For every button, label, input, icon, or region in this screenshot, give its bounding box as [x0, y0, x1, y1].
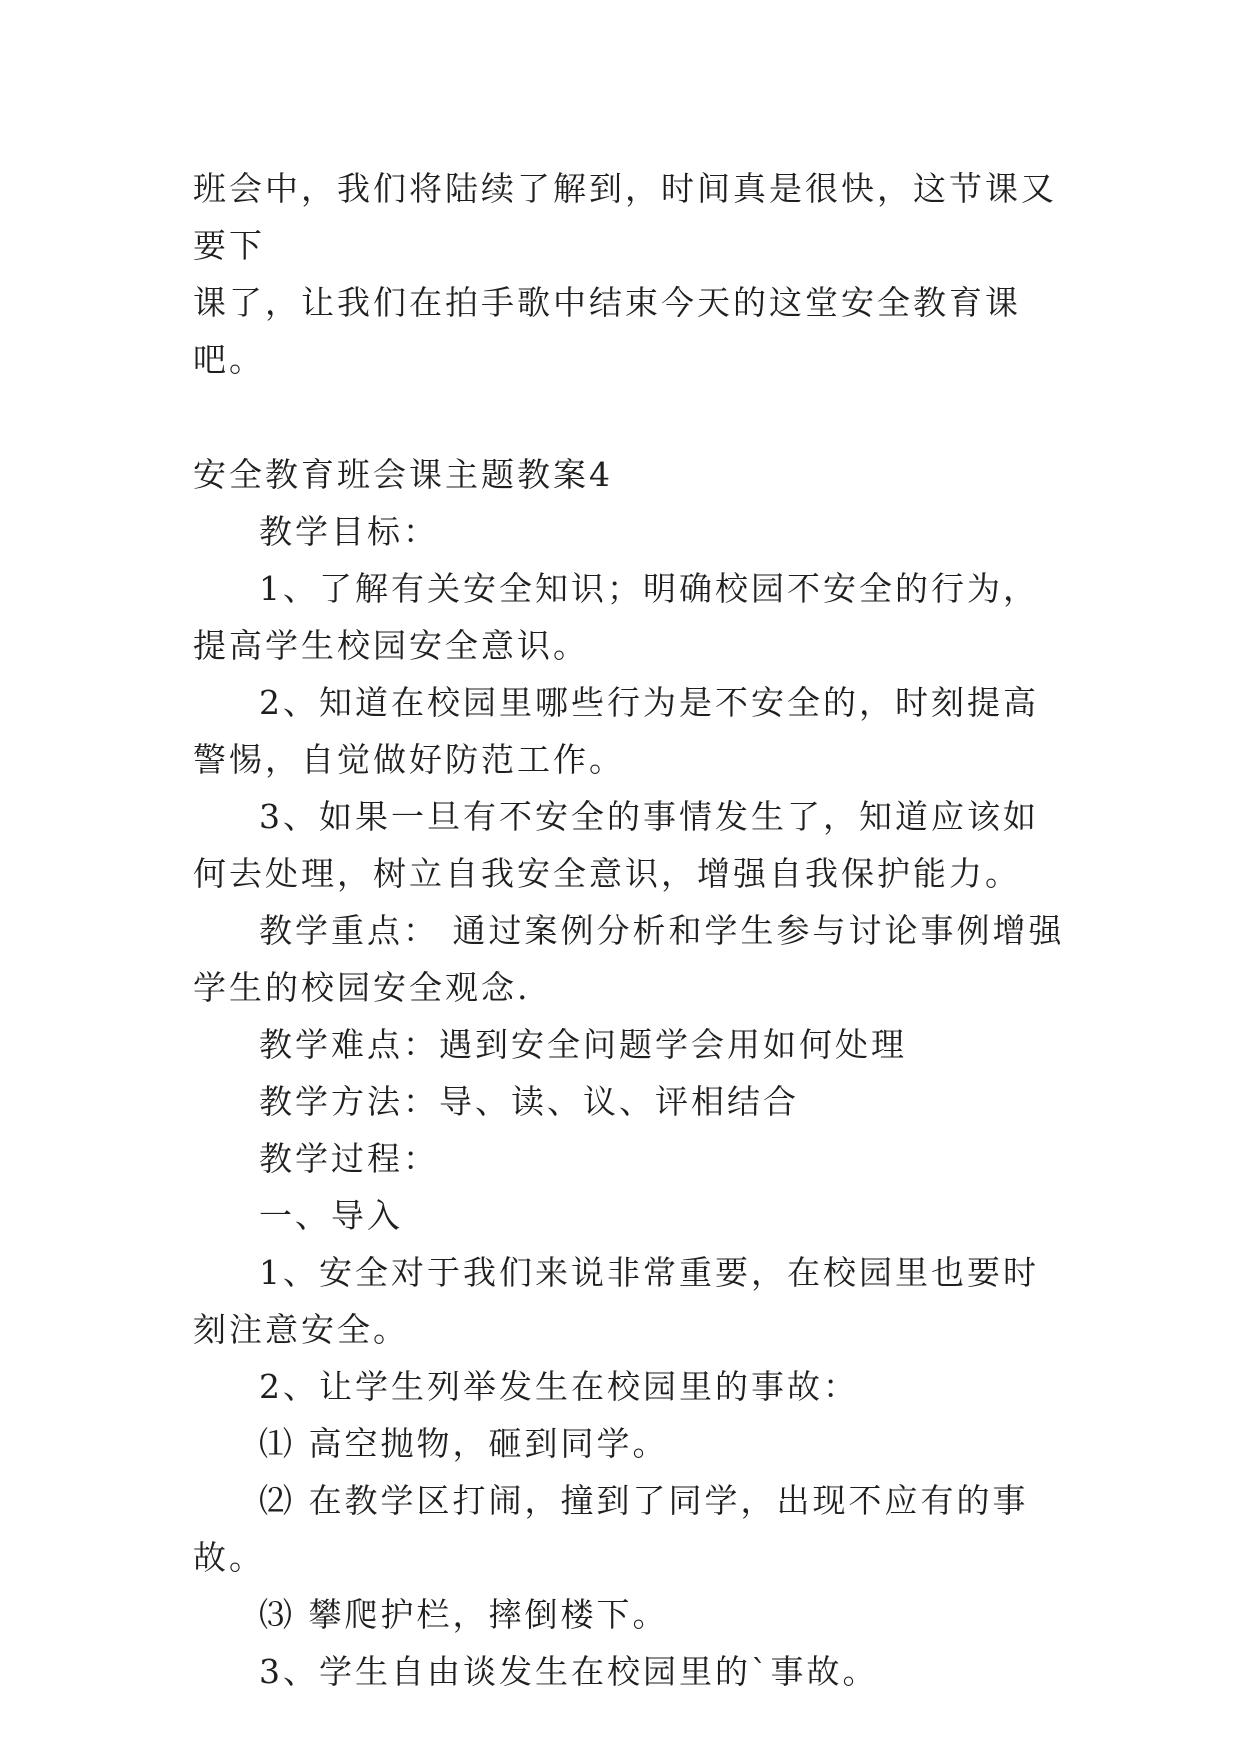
paragraph-objectives-heading: 教学目标：: [259, 512, 439, 551]
paragraph-intro-item-2: 2、让学生列举发生在校园里的事故：: [259, 1367, 859, 1406]
paragraph-case-1: ⑴ 高空抛物，砸到同学。: [259, 1424, 669, 1463]
paragraph-process-heading: 教学过程：: [259, 1139, 439, 1178]
paragraph-key-points: 教学重点： 通过案例分析和学生参与讨论事例增强学生的校园安全观念.: [193, 911, 1065, 1007]
document-body: [193, 160, 1073, 1700]
paragraph-objective-3: 3、如果一旦有不安全的事情发生了，知道应该如何去处理，树立自我安全意识，增强自我保护能力。: [193, 797, 1039, 893]
paragraph-difficulties: 教学难点：遇到安全问题学会用如何处理: [259, 1025, 907, 1064]
section-title: 安全教育班会课主题教案4: [193, 455, 613, 494]
intro-line-2: 课了，让我们在拍手歌中结束今天的这堂安全教育课吧。: [193, 283, 1021, 379]
paragraph-intro-item-1: 1、安全对于我们来说非常重要，在校园里也要时刻注意安全。: [193, 1253, 1039, 1349]
intro-paragraph: [193, 160, 1073, 388]
intro-line-1: 班会中，我们将陆续了解到，时间真是很快，这节课又要下: [193, 169, 1057, 265]
paragraph-objective-1: 1、了解有关安全知识；明确校园不安全的行为，提高学生校园安全意识。: [193, 569, 1039, 665]
paragraph-intro-heading: 一、导入: [259, 1196, 403, 1235]
paragraph-case-3: ⑶ 攀爬护栏，摔倒楼下。: [259, 1595, 669, 1634]
paragraph-case-2: ⑵ 在教学区打闹，撞到了同学，出现不应有的事故。: [193, 1481, 1029, 1577]
paragraph-intro-item-3: 3、学生自由谈发生在校园里的`事故。: [259, 1652, 879, 1691]
paragraph-objective-2: 2、知道在校园里哪些行为是不安全的，时刻提高警惕，自觉做好防范工作。: [193, 683, 1039, 779]
section-gap: [193, 388, 1073, 446]
paragraph-methods: 教学方法：导、读、议、评相结合: [259, 1082, 799, 1121]
